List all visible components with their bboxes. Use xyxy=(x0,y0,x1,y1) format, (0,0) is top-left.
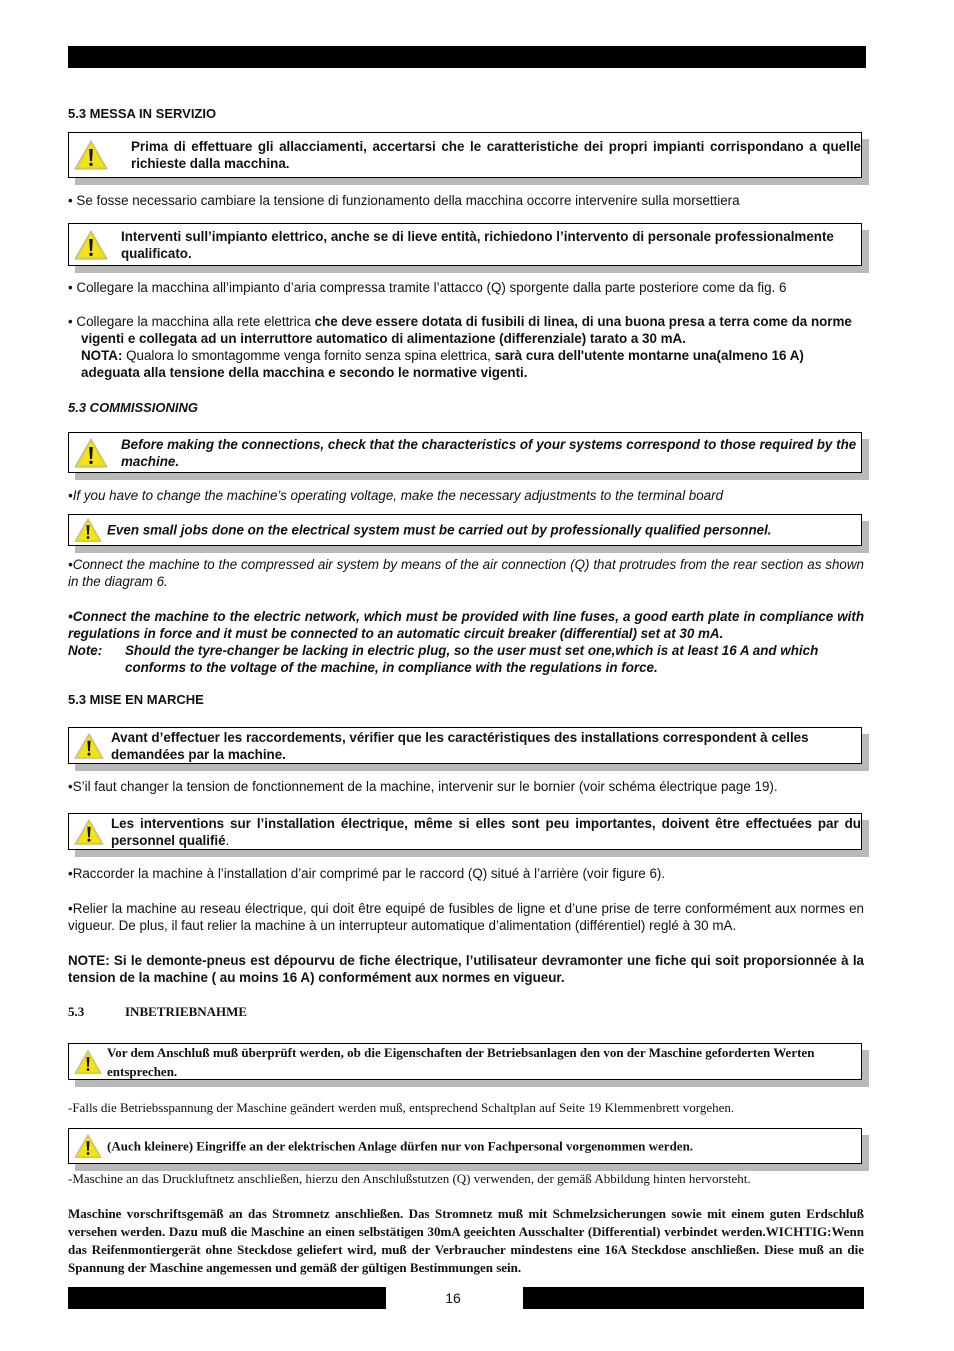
note-text: Should the tyre-changer be lacking in electric plug, so the user must set one,which is at least 16 A and which conforms to the voltage of the machine, in compliance with the regulations in force. xyxy=(125,643,819,675)
warning-triangle-icon xyxy=(73,517,103,543)
footer-bar-left xyxy=(68,1287,386,1309)
warning-box-french-2 xyxy=(68,813,862,850)
note-label: Note: xyxy=(68,643,103,658)
nota-label: NOTA: xyxy=(81,348,127,363)
bullet-electric-bold: che deve essere dotata di fusibili di linea, di una buona presa a terra come da norme vigenti e collegata ad un interruttore automatico di alimentazione (differenziale) tarato a 30 mA. xyxy=(81,314,852,346)
bullet-air-french: •Raccorder la machine à l’installation d’air comprimé par le raccord (Q) situé à l’arrière (voir figure 6). xyxy=(68,866,666,881)
section-heading-french: 5.3 MISE EN MARCHE xyxy=(68,692,204,707)
warning-text: Les interventions sur l’installation électrique, même si elles sont peu importantes, doivent être effectuées par du personnel qualifié xyxy=(111,815,861,848)
bullet-voltage-italian: • Se fosse necessario cambiare la tensione di funzionamento della macchina occorre intervenire sulla morsettiera xyxy=(68,193,740,208)
warning-triangle-icon xyxy=(73,1049,103,1075)
warning-triangle-icon xyxy=(73,818,105,846)
warning-text: Vor dem Anschluß muß überprüft werden, ob die Eigenschaften der Betriebsanlagen den von der Maschine geforderten Werten entsprechen. xyxy=(107,1044,815,1079)
warning-box-english-1 xyxy=(68,432,862,473)
note-french: NOTE: Si le demonte-pneus est dépourvu de fiche électrique, l’utilisateur devramonter une fiche qui soit proporsionnée à la tension de la machine ( au moins 16 A) conformément aux normes en vigueur. xyxy=(68,953,864,985)
footer-bar-right xyxy=(523,1287,864,1309)
warning-triangle-icon xyxy=(73,139,109,171)
warning-box-italian-1 xyxy=(68,132,862,178)
bullet-air-german: -Maschine an das Druckluftnetz anschließen, hierzu den Anschlußstutzen (Q) verwenden, der gemäß Abbildung hinten hervorsteht. xyxy=(68,1171,751,1186)
nota-bold: sarà cura dell'utente montarne una(almeno 16 A) adeguata alla tensione della macchina e secondo le normative vigenti. xyxy=(81,348,804,380)
section-heading-italian: 5.3 MESSA IN SERVIZIO xyxy=(68,106,217,121)
bullet-electric-german: Maschine vorschriftsgemäß an das Stromnetz anschließen. Das Stromnetz muß mit Schmelzsicherungen sowie mit einem guten Erdschluß versehen werden. Dazu muß die Maschine an einen selbstätigen 30mA geeichten Ausschalter (Differential) verbindet werden.WICHTIG:Wenn das Reifenmontiergerät ohne Steckdose geliefert wird, muß der Verbraucher mindestens eine 16A Steckdose anschließen. Diese muß an die Spannung der Maschine angemessen und gemäß der gültigen Bestimmungen sein. xyxy=(68,1206,864,1275)
warning-triangle-icon xyxy=(73,437,109,469)
bullet-electric-italian xyxy=(68,313,864,381)
header-bar xyxy=(68,46,866,68)
warning-triangle-icon xyxy=(73,229,109,261)
section-heading-english: 5.3 COMMISSIONING xyxy=(68,400,199,415)
section-number-german: 5.3 xyxy=(68,1004,85,1019)
warning-box-italian-2 xyxy=(68,223,862,266)
warning-text: Even small jobs done on the electrical system must be carried out by professionally qualified personnel. xyxy=(107,522,772,538)
warning-box-french-1 xyxy=(68,727,862,764)
section-heading-german: INBETRIEBNAHME xyxy=(125,1004,248,1019)
warning-text-wrap xyxy=(111,815,861,849)
warning-box-german-1 xyxy=(68,1043,862,1080)
warning-triangle-icon xyxy=(73,732,105,760)
note-english xyxy=(68,642,864,676)
bullet-electric-french: •Relier la machine au reseau électrique, qui doit être equipé de fusibles de ligne et d’une prise de terre conformément aux normes en vigueur. De plus, il faut relier la machine à un interrupteur automatique d’alimentation (différentiel) reglé à 30 mA. xyxy=(68,901,864,933)
warning-text: Interventi sull’impianto elettrico, anche se di lieve entità, richiedono l’intervento di personale professionalmente qualificato. xyxy=(121,228,834,261)
page-number: 16 xyxy=(445,1290,461,1306)
warning-text: Avant d’effectuer les raccordements, vérifier que les caractéristiques des installations correspondent à celles demandées par la machine. xyxy=(111,729,809,762)
warning-triangle-icon xyxy=(73,1133,103,1159)
bullet-voltage-french: •S’il faut changer la tension de fonctionnement de la machine, intervenir sur le bornier (voir schéma électrique page 19). xyxy=(68,779,778,794)
warning-text: (Auch kleinere) Eingriffe an der elektrischen Anlage dürfen nur von Fachpersonal vorgenommen werden. xyxy=(107,1138,694,1154)
warning-text-end: . xyxy=(225,832,230,848)
warning-text: Prima di effettuare gli allacciamenti, accertarsi che le caratteristiche dei propri impianti corrispondano a quelle richieste dalla macchina. xyxy=(131,139,861,171)
warning-box-german-2 xyxy=(68,1128,862,1164)
warning-box-english-2 xyxy=(68,514,862,546)
nota-text: Qualora lo smontagomme venga fornito senza spina elettrica, xyxy=(126,348,495,363)
bullet-electric-lead: • Collegare la macchina alla rete elettrica xyxy=(68,314,315,329)
bullet-voltage-english: •If you have to change the machine’s operating voltage, make the necessary adjustments to the terminal board xyxy=(68,488,724,503)
bullet-electric-english: •Connect the machine to the electric network, which must be provided with line fuses, a good earth plate in compliance with regulations in force and it must be connected to an automatic circuit breaker (differential) set at 30 mA. xyxy=(68,609,864,641)
bullet-voltage-german: -Falls die Betriebsspannung der Maschine geändert werden muß, entsprechend Schaltplan auf Seite 19 Klemmenbrett vorgehen. xyxy=(68,1100,735,1115)
warning-text: Before making the connections, check that the characteristics of your systems correspond to those required by the machine. xyxy=(121,436,857,469)
bullet-air-italian: • Collegare la macchina all’impianto d’aria compressa tramite l’attacco (Q) sporgente dalla parte posteriore come da fig. 6 xyxy=(68,280,787,295)
bullet-air-english: •Connect the machine to the compressed air system by means of the air connection (Q) that protrudes from the rear section as shown in the diagram 6. xyxy=(68,557,864,589)
